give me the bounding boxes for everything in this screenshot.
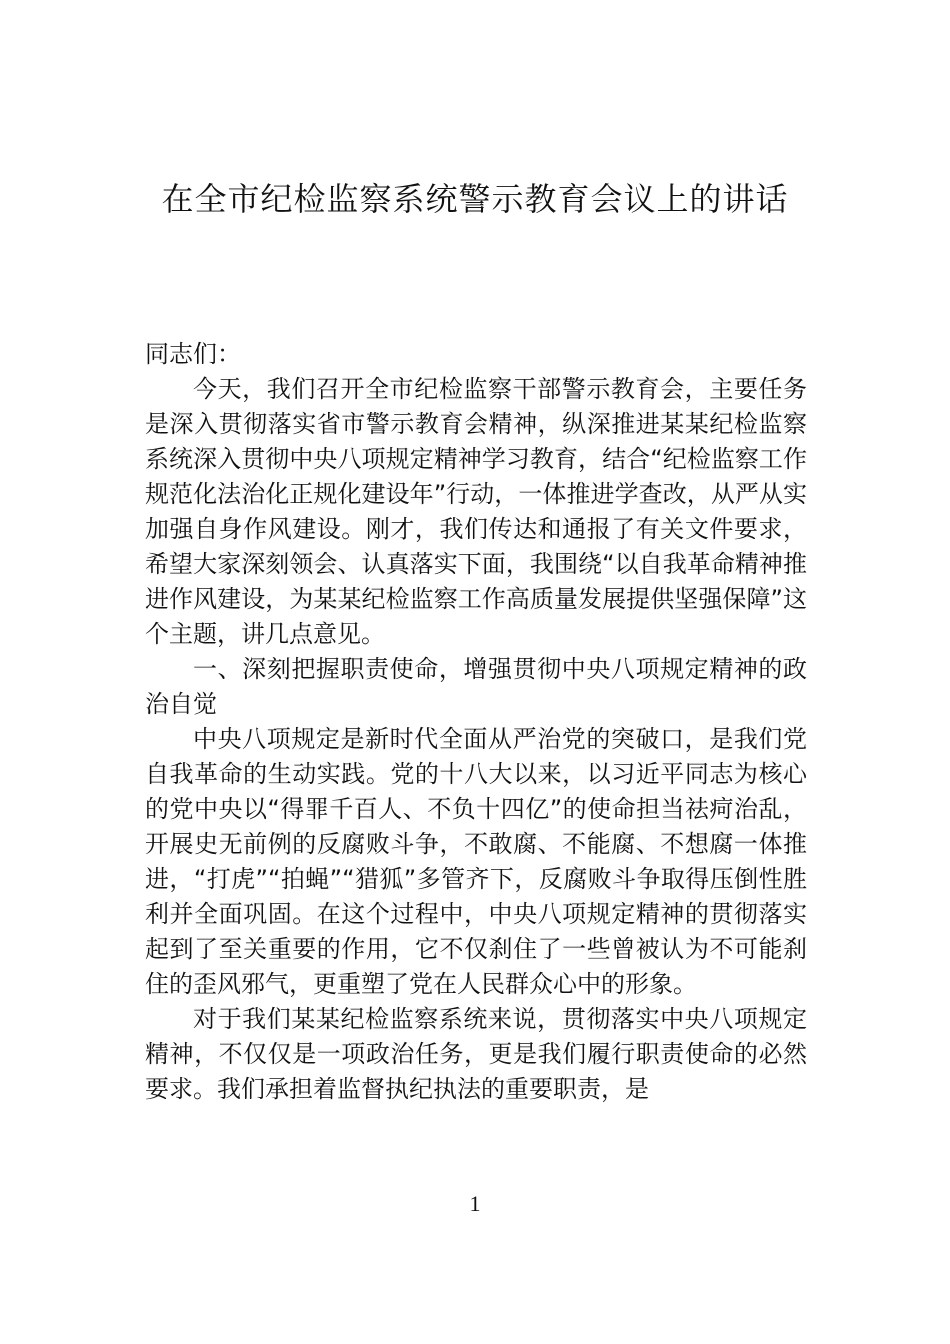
section-heading-1: 一、深刻把握职责使命，增强贯彻中央八项规定精神的政治自觉 xyxy=(145,655,807,718)
paragraph-eight-rules: 中央八项规定是新时代全面从严治党的突破口，是我们党自我革命的生动实践。党的十八大以来，以习近平同志为核心的党中央以“得罪千百人、不负十四亿”的使命担当祛疴治乱，开展史无前例的反腐败斗争，不敢腐、不能腐、不想腐一体推进，“打虎”“拍蝇”“猎狐”多管齐下，反腐败斗争取得压倒性胜利并全面巩固。在这个过程中，中央八项规定精神的贯彻落实起到了至关重要的作用，它不仅刹住了一些曾被认为不可能刹住的歪风邪气，更重塑了党在人民群众心中的形象。 xyxy=(145,725,807,998)
page-number: 1 xyxy=(469,1191,481,1216)
paragraph-system-duty: 对于我们某某纪检监察系统来说，贯彻落实中央八项规定精神，不仅仅是一项政治任务，更是我们履行职责使命的必然要求。我们承担着监督执纪执法的重要职责，是 xyxy=(145,1005,807,1103)
document-title: 在全市纪检监察系统警示教育会议上的讲话 xyxy=(161,180,789,218)
document-body xyxy=(145,337,807,1107)
salutation: 同志们： xyxy=(145,340,241,368)
paragraph-intro: 今天，我们召开全市纪检监察干部警示教育会，主要任务是深入贯彻落实省市警示教育会精神，纵深推进某某纪检监察系统深入贯彻中央八项规定精神学习教育，结合“纪检监察工作规范化法治化正规化建设年”行动，一体推进学查改，从严从实加强自身作风建设。刚才，我们传达和通报了有关文件要求，希望大家深刻领会、认真落实下面，我围绕“以自我革命精神推进作风建设，为某某纪检监察工作高质量发展提供坚强保障”这个主题，讲几点意见。 xyxy=(145,375,807,648)
